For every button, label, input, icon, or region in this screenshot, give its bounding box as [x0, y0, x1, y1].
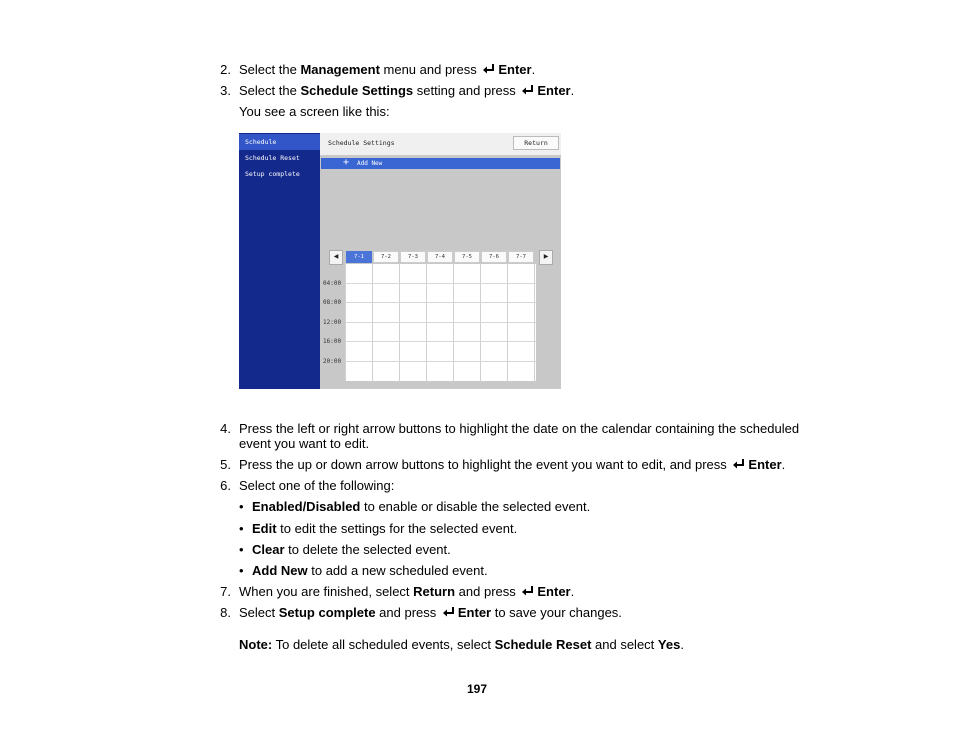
plus-icon: + [343, 157, 350, 168]
note-text: and select [591, 637, 658, 652]
enter-key-label: Enter [498, 62, 532, 77]
option-description: to enable or disable the selected event. [360, 499, 591, 514]
schedule-calendar-grid[interactable] [345, 264, 536, 381]
day-tab[interactable]: 7-2 [373, 251, 399, 263]
day-tab[interactable]: 7-1 [346, 251, 372, 263]
step-4-line-2: event you want to edit. [239, 436, 370, 451]
enter-icon [482, 63, 496, 75]
grid-line [345, 361, 536, 362]
step-number: 7. [220, 584, 231, 599]
grid-line [345, 322, 536, 323]
step-text: menu and press [379, 62, 481, 77]
step-8-text [239, 605, 622, 621]
step-text: Select the [239, 62, 301, 77]
step-text: Select [239, 605, 279, 620]
step-text: to save your changes. [491, 605, 622, 620]
step-number: 5. [220, 457, 231, 472]
screen-sidebar-item-schedule[interactable]: Schedule [239, 134, 320, 150]
page-number: 197 [466, 682, 488, 696]
setting-name: Schedule Settings [300, 83, 414, 98]
schedule-reset-option: Schedule Reset [494, 637, 592, 652]
screen-title: Schedule Settings [328, 139, 395, 147]
enter-key-label: Enter [457, 605, 492, 620]
time-label: 08:00 [323, 299, 342, 306]
time-label: 20:00 [323, 358, 342, 365]
option-clear [252, 542, 451, 558]
return-option: Return [413, 584, 456, 599]
option-enabled-disabled [252, 499, 590, 515]
step-text: Press the up or down arrow buttons to highlight the event you want to edit, and press [239, 457, 731, 472]
step-number: 8. [220, 605, 231, 620]
time-label: 16:00 [323, 338, 342, 345]
option-name: Edit [252, 521, 277, 536]
step-3-text [239, 83, 574, 99]
enter-icon [442, 606, 456, 618]
enter-icon [521, 585, 535, 597]
step-number: 3. [220, 83, 231, 98]
option-description: to add a new scheduled event. [307, 563, 488, 578]
bullet-marker: • [239, 542, 244, 557]
step-number: 6. [220, 478, 231, 493]
enter-key-label: Enter [537, 584, 571, 599]
note-label: Note: [239, 637, 273, 652]
day-tab[interactable]: 7-3 [400, 251, 426, 263]
time-label: 04:00 [323, 280, 342, 287]
step-text: . [781, 457, 786, 472]
step-text: and press [455, 584, 520, 599]
option-description: to delete the selected event. [284, 542, 451, 557]
grid-line [345, 341, 536, 342]
bullet-marker: • [239, 521, 244, 536]
note-text: . [680, 637, 684, 652]
step-2-text [239, 62, 535, 78]
add-new-label: Add New [357, 160, 383, 167]
return-button[interactable]: Return [513, 136, 559, 150]
enter-icon [521, 84, 535, 96]
bullet-marker: • [239, 563, 244, 578]
step-text: and press [375, 605, 440, 620]
day-tab[interactable]: 7-5 [454, 251, 480, 263]
step-text: Select the [239, 83, 301, 98]
bullet-marker: • [239, 499, 244, 514]
step-text: When you are finished, select [239, 584, 414, 599]
step-5-text [239, 457, 785, 473]
screen-header [320, 133, 561, 155]
step-6-text: Select one of the following: [239, 478, 395, 493]
screen-sidebar [239, 133, 320, 389]
yes-option: Yes [657, 637, 681, 652]
option-name: Enabled/Disabled [252, 499, 361, 514]
grid-line [345, 283, 536, 284]
step-number: 4. [220, 421, 231, 436]
enter-key-label: Enter [537, 83, 571, 98]
screen-sidebar-item-schedule-reset[interactable]: Schedule Reset [245, 154, 300, 162]
enter-icon [732, 458, 746, 470]
menu-name: Management [300, 62, 380, 77]
left-arrow-icon: ◀ [333, 254, 339, 260]
next-day-button[interactable] [539, 250, 553, 265]
add-new-row[interactable] [321, 158, 560, 169]
step-text: setting and press [413, 83, 520, 98]
note [239, 637, 684, 653]
day-tab[interactable]: 7-7 [508, 251, 534, 263]
step-number: 2. [220, 62, 231, 77]
enter-key-label: Enter [748, 457, 782, 472]
option-add-new [252, 563, 488, 579]
setup-complete-option: Setup complete [278, 605, 376, 620]
option-description: to edit the settings for the selected event. [276, 521, 518, 536]
step-4-line-1: Press the left or right arrow buttons to highlight the date on the calendar containing the scheduled [239, 421, 800, 436]
day-tab[interactable]: 7-6 [481, 251, 507, 263]
screen-sidebar-item-setup-complete[interactable]: Setup complete [245, 170, 300, 178]
time-label: 12:00 [323, 319, 342, 326]
right-arrow-icon: ▶ [543, 254, 549, 260]
step-text: . [531, 62, 536, 77]
option-edit [252, 521, 517, 537]
step-7-text [239, 584, 574, 600]
screen-intro-text: You see a screen like this: [239, 104, 390, 119]
note-text: To delete all scheduled events, select [272, 637, 495, 652]
day-tab[interactable]: 7-4 [427, 251, 453, 263]
step-text: . [570, 83, 575, 98]
option-name: Add New [252, 563, 308, 578]
step-text: . [570, 584, 575, 599]
option-name: Clear [252, 542, 285, 557]
grid-line [345, 302, 536, 303]
previous-day-button[interactable] [329, 250, 343, 265]
schedule-settings-screenshot [239, 133, 561, 389]
